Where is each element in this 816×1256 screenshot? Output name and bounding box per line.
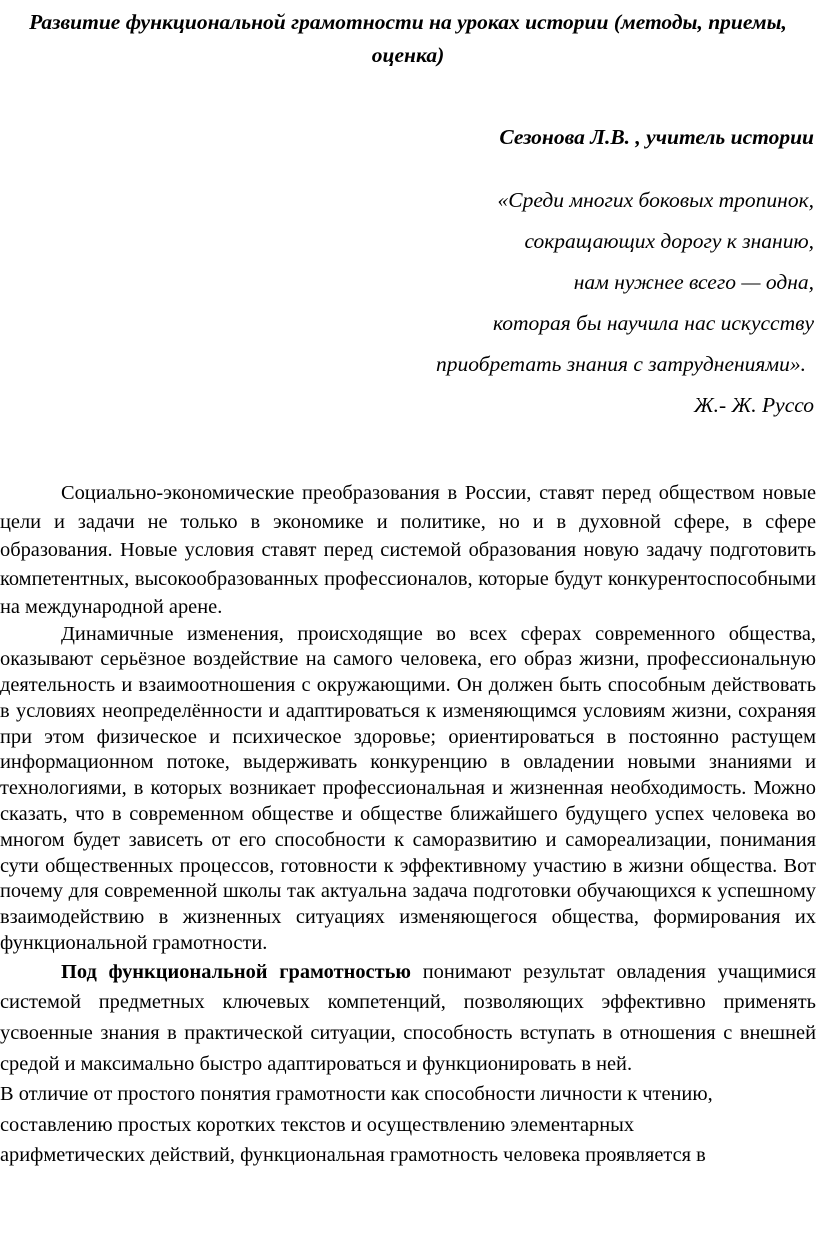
epigraph-line: сокращающих дорогу к знанию,: [524, 229, 814, 253]
epigraph-line: «Среди многих боковых тропинок,: [497, 188, 814, 212]
epigraph-line: которая бы научила нас искусству: [492, 311, 814, 335]
paragraph-1: Социально-экономические преобразования в России, ставят перед обществом новые цели и задачи не только в экономике и политике, но и в духовной сфере, в сфере образования. Новые условия ставят перед системой образования новую задачу подготовить компетентных, высокообразованных профессионалов, которые будут конкурентоспособными на международной арене.: [0, 482, 816, 618]
author-line: Сезонова Л.В. , учитель истории: [499, 125, 814, 149]
paragraph-3: [0, 957, 816, 1079]
epigraph-line: нам нужнее всего — одна,: [573, 270, 814, 294]
document-title: Развитие функциональной грамотности на уроках истории (методы, приемы, оценка): [29, 10, 787, 67]
epigraph: [436, 180, 814, 426]
paragraph-4-line: арифметических действий, функциональная грамотность человека проявляется в: [0, 1144, 706, 1167]
body-text: [0, 479, 816, 1171]
paragraph-4-line: составлению простых коротких текстов и осуществлению элементарных: [0, 1113, 635, 1136]
paragraph-4: [0, 1079, 816, 1171]
term-functional-literacy: Под функциональной грамотностью: [61, 960, 411, 983]
paragraph-4-line: В отличие от простого понятия грамотности как способности личности к чтению,: [0, 1083, 713, 1106]
paragraph-2: Динамичные изменения, происходящие во всех сферах современного общества, оказывают серьёзное воздействие на самого человека, его образ жизни, профессиональную деятельность и взаимоотношения с окружающими. Он должен быть способным действовать в условиях неопределённости и адаптироваться к изменяющимся условиям жизни, сохраняя при этом физическое и психическое здоровье; ориентироваться в постоянно растущем информационном потоке, выдерживать конкуренцию в овладении новыми знаниями и технологиями, в которых возникает профессиональная и жизненная необходимость. Можно сказать, что в современном обществе и обществе ближайшего будущего успех человека во многом будет зависеть от его способности к саморазвитию и самореализации, понимания сути общественных процессов, готовности к эффективному участию в жизни общества. Вот почему для современной школы так актуальна задача подготовки обучающихся к успешному взаимодействию в жизненных ситуациях изменяющегося общества, формирования их функциональной грамотности.: [0, 622, 816, 955]
epigraph-line: приобретать знания с затруднениями».: [436, 352, 806, 376]
epigraph-attribution: Ж.- Ж. Руссо: [693, 393, 814, 417]
paragraph-3-text: понимают результат овладения учащимися системой предметных ключевых компетенций, позволяющих эффективно применять усвоенные знания в практической ситуации, способность вступать в отношения с внешней средой и максимально быстро адаптироваться и функционировать в ней.: [0, 960, 816, 1075]
